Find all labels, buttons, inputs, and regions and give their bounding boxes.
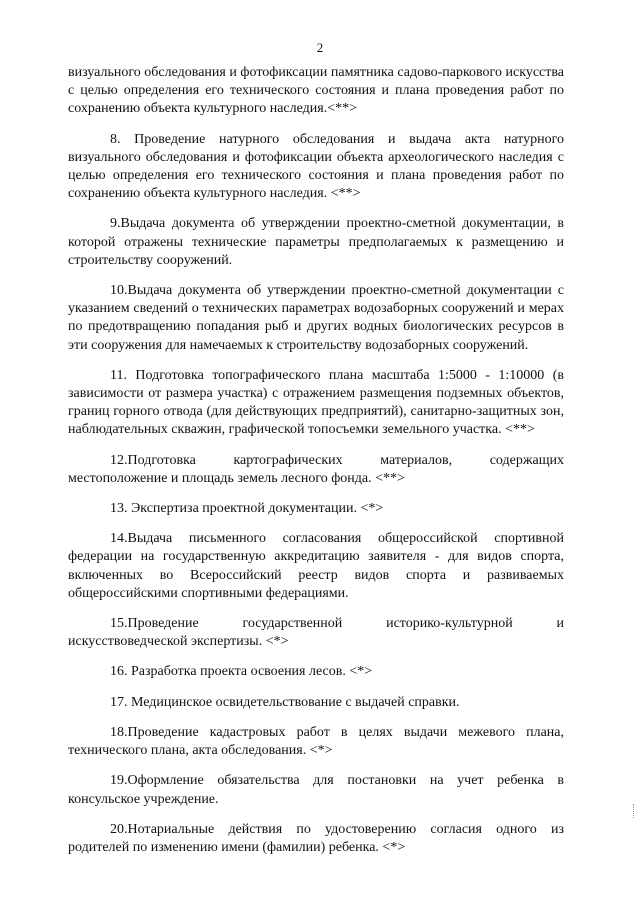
paragraph-9: 9.Выдача документа об утверждении проектно-сметной документации, в которой отражены технические параметры предполагаемых к размещению и строительству сооружений. [68,216,564,268]
scan-edge-mark [633,804,636,818]
paragraph-15: 15.Проведение государственной историко-культурной и искусствоведческой экспертизы. <*> [68,616,564,650]
paragraph-13: 13. Экспертиза проектной документации. <*> [110,501,384,517]
paragraph-17: 17. Медицинское освидетельствование с выдачей справки. [110,694,460,710]
paragraph-7-continued: визуального обследования и фотофиксации памятника садово-паркового искусства с целью определения его технического состояния и плана проведения работ по сохранению объекта культурного наследия.<**> [68,65,564,117]
document-body [68,64,564,857]
paragraph-16: 16. Разработка проекта освоения лесов. <*> [110,664,373,680]
paragraph-10: 10.Выдача документа об утверждении проектно-сметной документации с указанием сведений о технических параметрах водозаборных сооружений и мерах по предотвращению попадания рыб и других водных биологических ресурсов в эти сооружения для намечаемых к строительству водозаборных сооружений. [68,283,564,353]
paragraph-14: 14.Выдача письменного согласования общероссийской спортивной федерации на государственную аккредитацию заявителя - для видов спорта, включенных во Всероссийский реестр видов спорта и развиваемых общероссийскими спортивными федерациями. [68,531,564,601]
paragraph-18: 18.Проведение кадастровых работ в целях выдачи межевого плана, технического плана, акта обследования. <*> [68,724,564,759]
paragraph-11: 11. Подготовка топографического плана масштаба 1:5000 - 1:10000 (в зависимости от размера участка) с отражением размещения подземных объектов, границ горного отвода (для действующих предприятий), санитарно-защитных зон, наблюдательных скважин, графической топосъемки земельного участка. <**> [68,367,564,438]
paragraph-19: 19.Оформление обязательства для постановки на учет ребенка в консульское учреждение. [68,773,564,807]
paragraph-20: 20.Нотариальные действия по удостоверению согласия одного из родителей по изменению имени (фамилии) ребенка. <*> [68,821,564,855]
page-number: 2 [316,40,324,55]
paragraph-8: 8. Проведение натурного обследования и выдача акта натурного визуального обследования и фотофиксации объекта археологического наследия с целью определения его технического состояния и плана проведения работ по сохранению объекта культурного наследия. <**> [68,131,564,202]
paragraph-12: 12.Подготовка картографических материалов, содержащих местоположение и площадь земель лесного фонда. <**> [68,452,564,486]
